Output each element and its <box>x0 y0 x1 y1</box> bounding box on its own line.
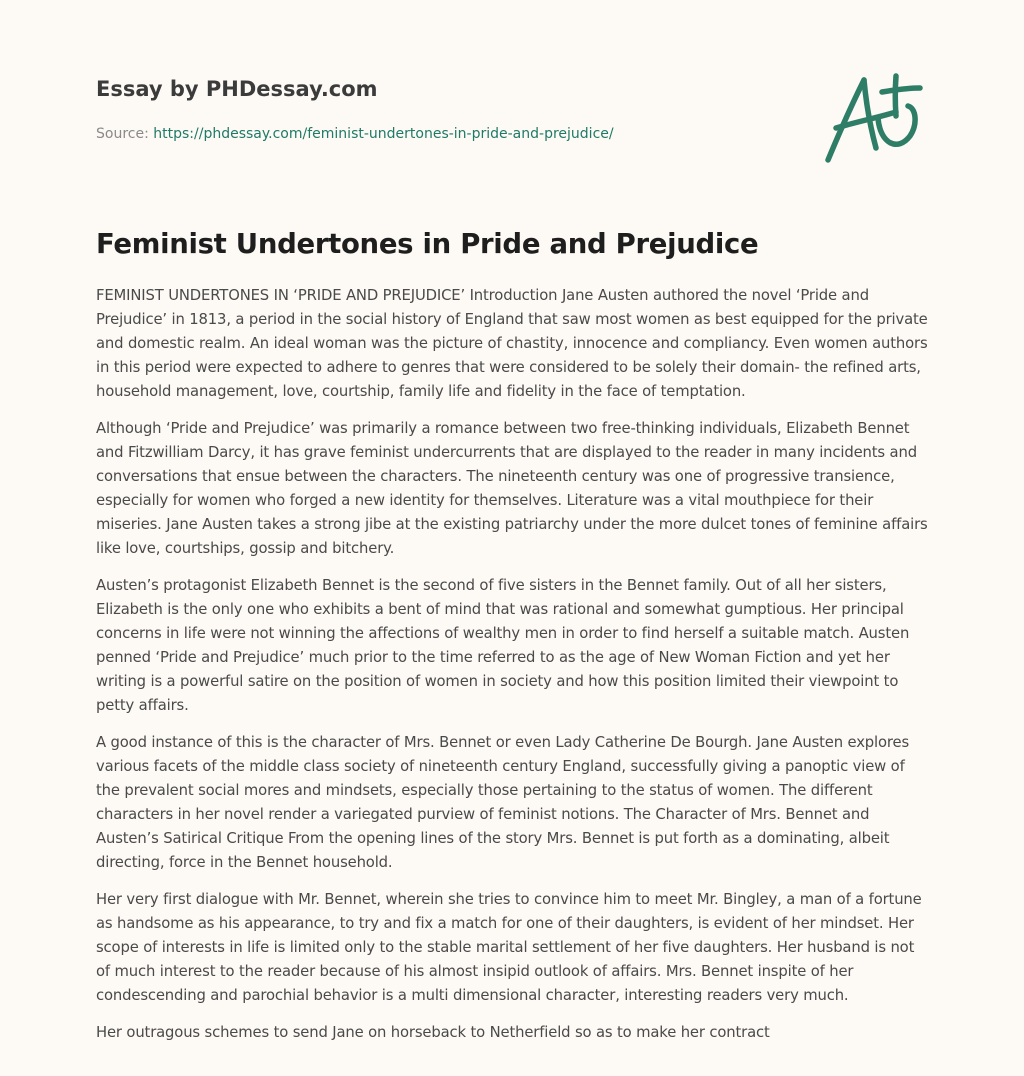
article-paragraph: FEMINIST UNDERTONES IN ‘PRIDE AND PREJUDICE’ Introduction Jane Austen authored the novel ‘Pride and Prejudice’ in 1813, a period in the social history of England that saw most women as best equipped for the private and domestic realm. An ideal woman was the picture of chastity, innocence and compliancy. Even women authors in this period were expected to adhere to genres that were considered to be solely their domain- the refined arts, household management, love, courtship, family life and fidelity in the face of temptation. <box>96 287 928 400</box>
article-body <box>96 284 928 1058</box>
source-link[interactable]: https://phdessay.com/feminist-undertones-in-pride-and-prejudice/ <box>153 126 614 142</box>
site-title: Essay by PHDessay.com <box>96 77 378 101</box>
article-paragraph: Although ‘Pride and Prejudice’ was primarily a romance between two free-thinking individuals, Elizabeth Bennet and Fitzwilliam Darcy, it has grave feminist undercurrents that are displayed to the reader in many incidents and conversations that ensue between the characters. The nineteenth century was one of progressive transience, especially for women who forged a new identity for themselves. Literature was a vital mouthpiece for their miseries. Jane Austen takes a strong jibe at the existing patriarchy under the more dulcet tones of feminine affairs like love, courtships, gossip and bitchery. <box>96 420 928 557</box>
article-paragraph: Her very first dialogue with Mr. Bennet, wherein she tries to convince him to meet Mr. Bingley, a man of a fortune as handsome as his appearance, to try and fix a match for one of their daughters, is evident of her mindset. Her scope of interests in life is limited only to the stable marital settlement of her five daughters. Her husband is not of much interest to the reader because of his almost insipid outlook of affairs. Mrs. Bennet inspite of her condescending and parochial behavior is a multi dimensional character, interesting readers very much. <box>96 891 922 1004</box>
article-title: Feminist Undertones in Pride and Prejudice <box>96 228 759 260</box>
article-paragraph: A good instance of this is the character of Mrs. Bennet or even Lady Catherine De Bourgh. Jane Austen explores various facets of the middle class society of nineteenth century England, successfully giving a panoptic view of the prevalent social mores and mindsets, especially those pertaining to the status of women. The different characters in her novel render a variegated purview of feminist notions. The Character of Mrs. Bennet and Austen’s Satirical Critique From the opening lines of the story Mrs. Bennet is put forth as a dominating, albeit directing, force in the Bennet household. <box>96 734 910 871</box>
source-line <box>96 124 796 144</box>
a-plus-grade-logo-icon <box>820 66 930 166</box>
article-paragraph: Her outragous schemes to send Jane on horseback to Netherfield so as to make her contract <box>96 1024 770 1041</box>
source-label: Source: <box>96 126 149 142</box>
essay-header <box>96 74 796 144</box>
article-paragraph: Austen’s protagonist Elizabeth Bennet is the second of five sisters in the Bennet family. Out of all her sisters, Elizabeth is the only one who exhibits a bent of mind that was rational and somewhat gumptious. Her principal concerns in life were not winning the affections of wealthy men in order to find herself a suitable match. Austen penned ‘Pride and Prejudice’ much prior to the time referred to as the age of New Woman Fiction and yet her writing is a powerful satire on the position of women in society and how this position limited their viewpoint to petty affairs. <box>96 577 910 714</box>
